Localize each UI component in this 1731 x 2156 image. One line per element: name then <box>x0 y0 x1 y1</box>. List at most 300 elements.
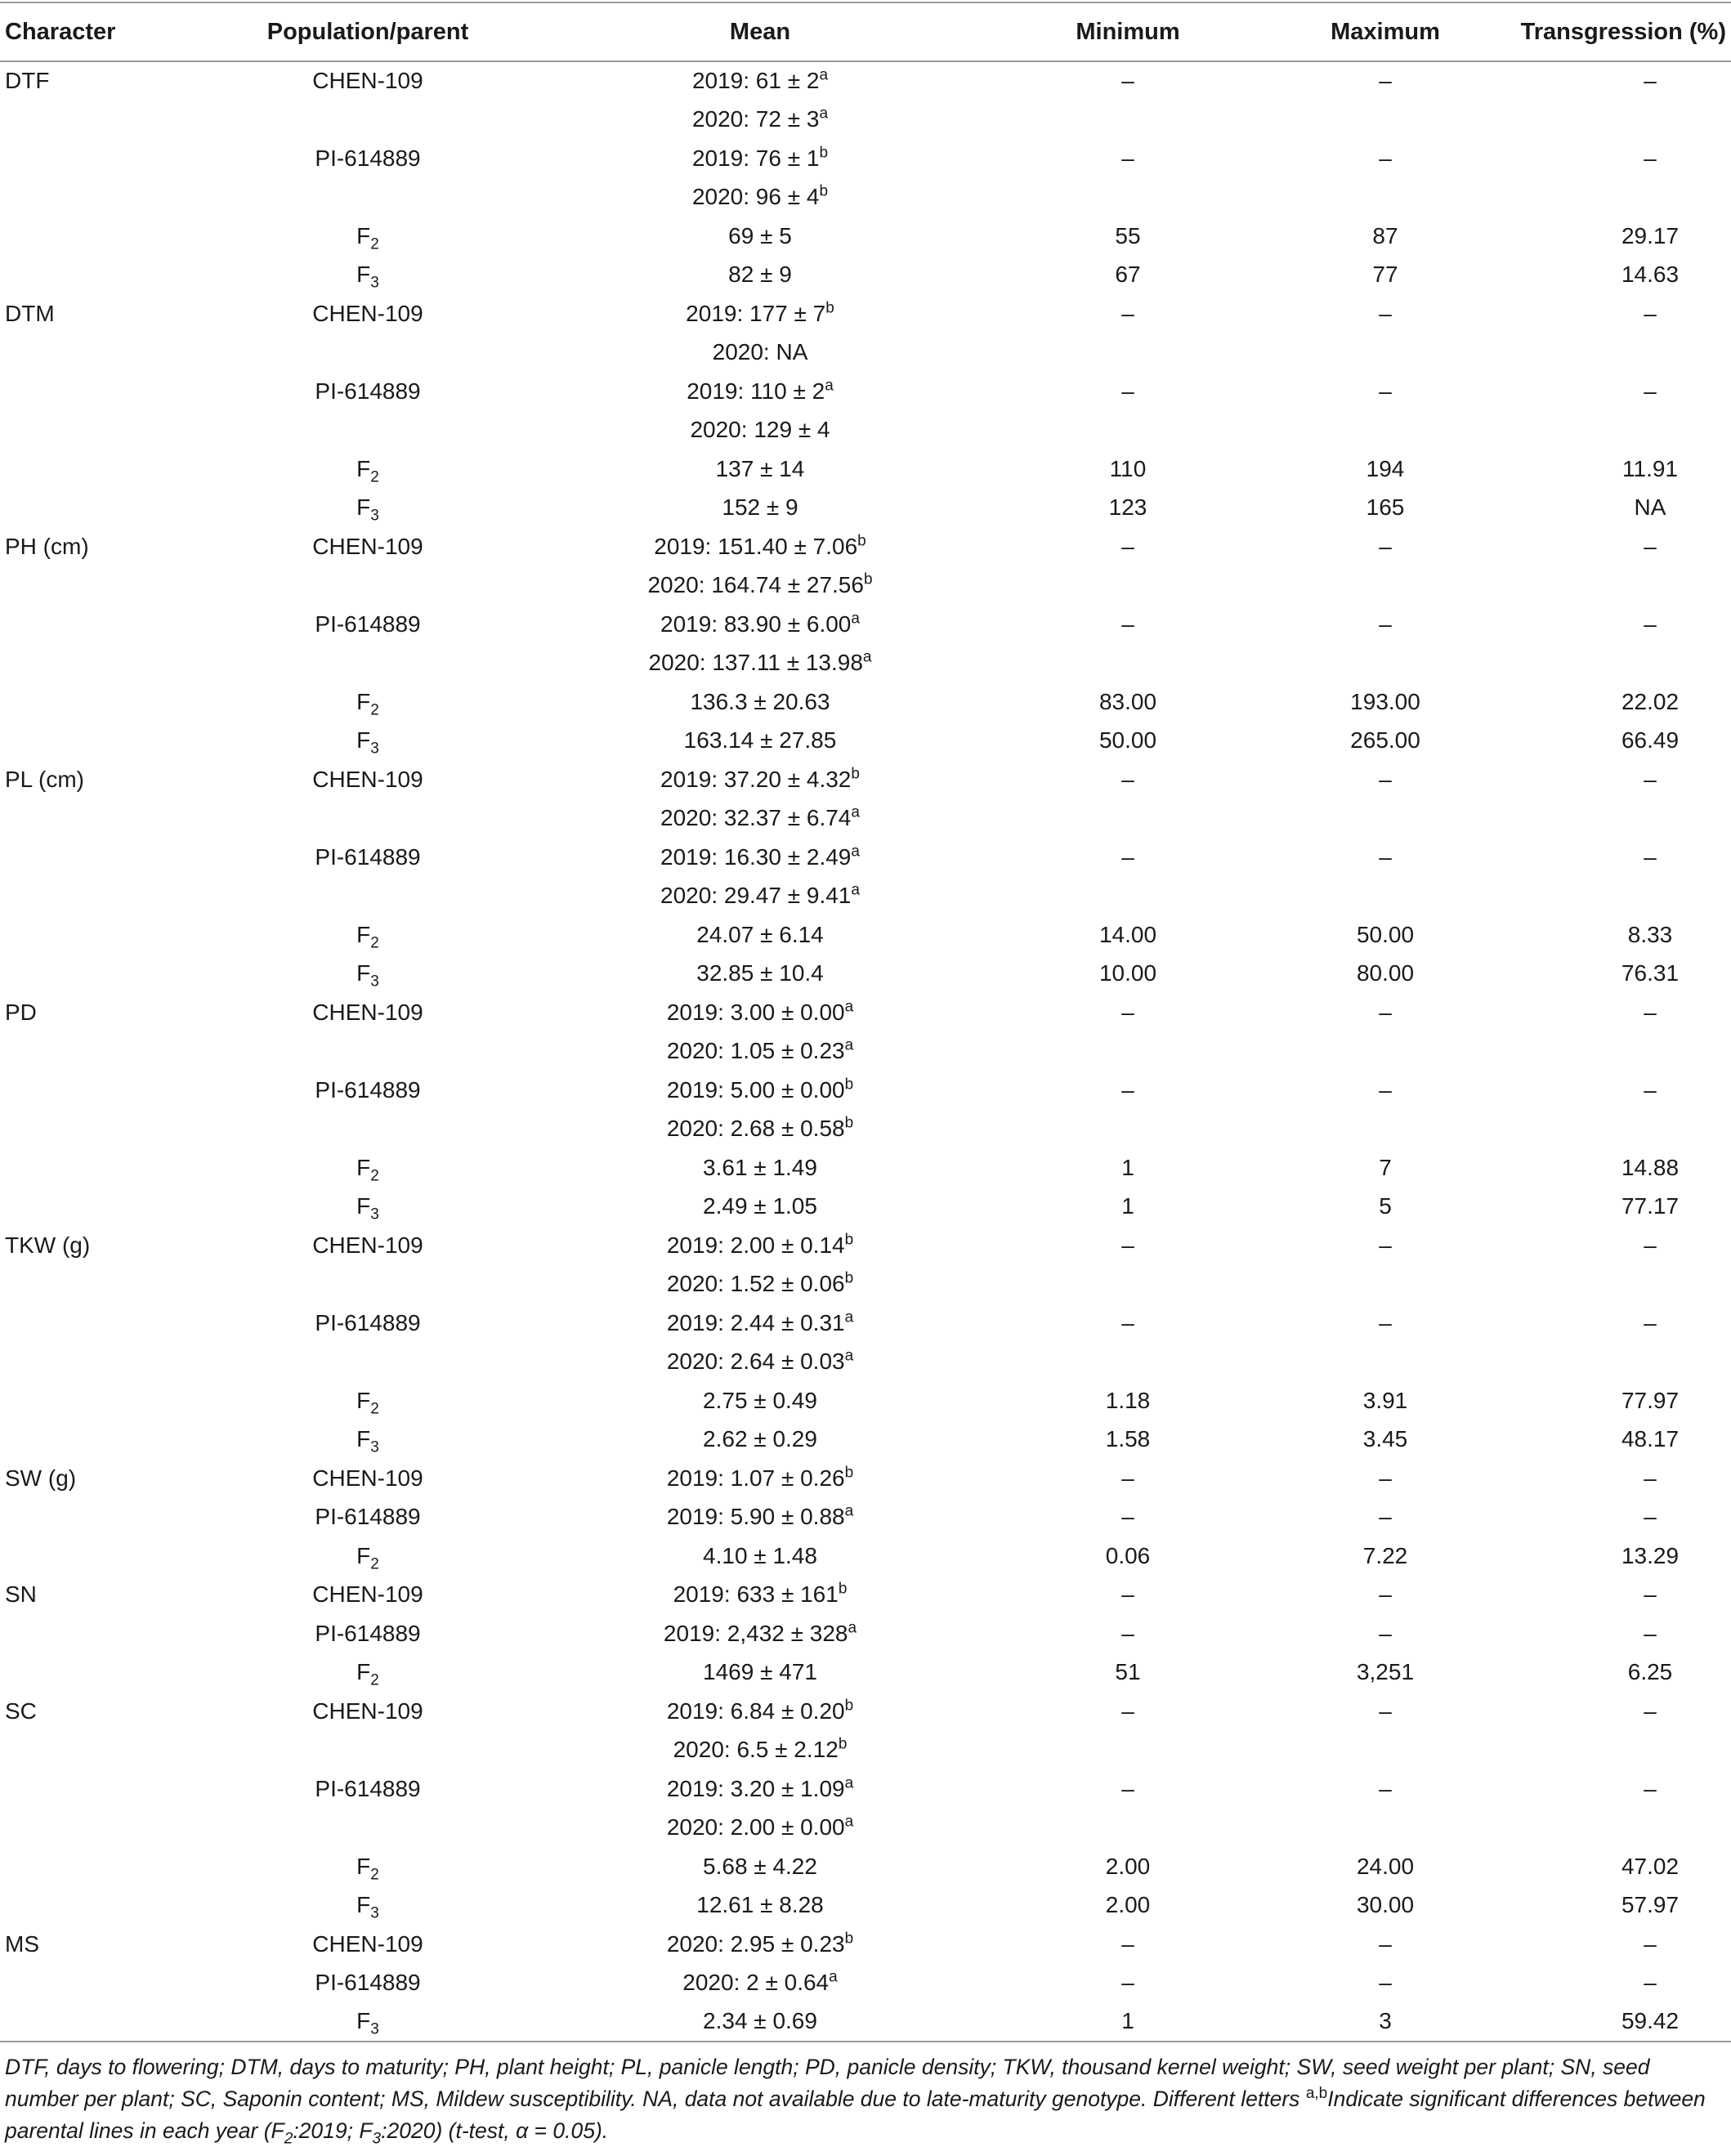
mean-cell <box>515 372 1005 411</box>
transgression-cell <box>1520 1343 1731 1382</box>
minimum-cell: 1 <box>1005 2002 1250 2042</box>
population-label: F <box>356 222 371 248</box>
population-cell <box>221 2002 515 2042</box>
maximum-cell: 3.45 <box>1362 1426 1408 1452</box>
character-cell <box>0 178 221 217</box>
population-label: F <box>356 1892 371 1918</box>
maximum-cell <box>1250 1032 1520 1071</box>
population-cell <box>221 722 515 761</box>
mean-value: 2.49 ± 1.05 <box>703 1193 817 1219</box>
population-label: F <box>356 262 371 288</box>
character-cell <box>0 799 221 839</box>
population-cell <box>221 489 515 528</box>
mean-cell <box>515 1925 1005 1964</box>
population-label: F <box>356 960 371 986</box>
minimum-cell <box>1005 1809 1250 1848</box>
maximum-cell: – <box>1379 1581 1392 1608</box>
table-row <box>0 101 1731 140</box>
table-row <box>0 1071 1731 1110</box>
maximum-cell: – <box>1379 1620 1392 1646</box>
population-label: PI-614889 <box>315 1970 421 1996</box>
transgression-cell: – <box>1644 1620 1657 1646</box>
table-row <box>0 1614 1731 1653</box>
mean-value: 2020: 1.05 ± 0.23 <box>666 1038 845 1064</box>
character-cell <box>0 217 221 256</box>
transgression-cell: – <box>1644 1076 1657 1103</box>
generation-subscript: 3 <box>370 507 379 525</box>
minimum-cell: – <box>1121 766 1134 792</box>
table-row <box>0 1925 1731 1964</box>
character-cell <box>0 605 221 644</box>
maximum-cell: 194 <box>1366 455 1405 481</box>
table-row <box>0 1576 1731 1615</box>
table-row <box>0 1188 1731 1227</box>
table-row <box>0 372 1731 411</box>
mean-value: 4.10 ± 1.48 <box>703 1542 817 1568</box>
footnote-sub-1: 2 <box>284 2130 293 2148</box>
character-cell <box>0 1304 221 1343</box>
significance-letter: a <box>825 377 834 395</box>
minimum-cell: – <box>1121 1076 1134 1103</box>
transgression-cell: 22.02 <box>1621 688 1680 714</box>
minimum-cell: – <box>1121 1775 1134 1801</box>
generation-subscript: 3 <box>370 740 379 758</box>
population-label: F <box>356 1426 371 1452</box>
character-cell: DTF <box>5 68 50 94</box>
transgression-cell: 76.31 <box>1621 960 1680 986</box>
mean-cell <box>515 1498 1005 1537</box>
maximum-cell: 165 <box>1366 494 1405 521</box>
mean-value: 2019: 83.90 ± 6.00 <box>660 611 852 637</box>
mean-value: 2020: 6.5 ± 2.12 <box>673 1737 839 1763</box>
table-row <box>0 61 1731 101</box>
population-cell <box>221 333 515 373</box>
maximum-cell: – <box>1379 1076 1392 1103</box>
minimum-cell: – <box>1121 1504 1134 1530</box>
maximum-cell: 265.00 <box>1350 727 1420 754</box>
mean-value: 2019: 633 ± 161 <box>673 1581 839 1608</box>
mean-cell <box>515 101 1005 140</box>
minimum-cell <box>1005 1343 1250 1382</box>
minimum-cell: – <box>1121 1232 1134 1258</box>
population-label: PI-614889 <box>315 1620 421 1646</box>
table-row <box>0 1459 1731 1498</box>
table-row <box>0 1731 1731 1770</box>
population-label: CHEN-109 <box>312 68 423 94</box>
mean-cell <box>515 993 1005 1032</box>
transgression-cell: 47.02 <box>1621 1853 1680 1879</box>
population-label: PI-614889 <box>315 378 421 404</box>
table-row <box>0 1769 1731 1809</box>
maximum-cell <box>1250 178 1520 217</box>
generation-subscript: 2 <box>370 468 379 486</box>
significance-letter: b <box>819 182 829 200</box>
generation-subscript: 2 <box>370 1400 379 1418</box>
maximum-cell: 80.00 <box>1356 960 1415 986</box>
population-cell <box>221 527 515 566</box>
significance-letter: b <box>844 1464 854 1482</box>
population-cell <box>221 411 515 450</box>
mean-value: 82 ± 9 <box>728 262 792 288</box>
table-row <box>0 1847 1731 1886</box>
character-cell <box>0 877 221 916</box>
generation-subscript: 3 <box>370 973 379 991</box>
minimum-cell <box>1005 877 1250 916</box>
mean-cell <box>515 1265 1005 1304</box>
population-cell <box>221 760 515 799</box>
mean-value: 2019: 16.30 ± 2.49 <box>660 843 852 870</box>
population-cell <box>221 1188 515 1227</box>
character-cell: DTM <box>5 300 55 326</box>
transgression-cell: – <box>1644 1465 1657 1491</box>
population-label: F <box>356 455 371 481</box>
minimum-cell: 51 <box>1115 1659 1141 1685</box>
table-row <box>0 2002 1731 2042</box>
table-row <box>0 722 1731 761</box>
mean-cell <box>515 256 1005 295</box>
mean-value: 2019: 76 ± 1 <box>691 145 820 171</box>
significance-letter: b <box>844 1697 854 1715</box>
maximum-cell: – <box>1379 1775 1392 1801</box>
population-label: PI-614889 <box>315 1504 421 1530</box>
population-cell <box>221 294 515 333</box>
mean-cell <box>515 294 1005 333</box>
transgression-cell: – <box>1644 145 1657 171</box>
table-row <box>0 605 1731 644</box>
mean-cell <box>515 1420 1005 1460</box>
mean-cell <box>515 1110 1005 1149</box>
mean-value: 2020: 96 ± 4 <box>691 184 820 210</box>
maximum-cell: 50.00 <box>1356 921 1415 947</box>
population-label: PI-614889 <box>315 1076 421 1103</box>
transgression-cell <box>1520 1110 1731 1149</box>
significance-letter: a <box>844 1347 854 1365</box>
mean-cell <box>515 1964 1005 2003</box>
population-cell <box>221 566 515 606</box>
character-cell <box>0 1110 221 1149</box>
minimum-cell: – <box>1121 1970 1134 1996</box>
population-cell <box>221 1381 515 1420</box>
significance-letter: b <box>844 1114 854 1132</box>
transgression-cell <box>1520 799 1731 839</box>
character-cell <box>0 333 221 373</box>
maximum-cell: 24.00 <box>1356 1853 1415 1879</box>
footnote-sub-2: 3 <box>372 2130 382 2148</box>
maximum-cell: – <box>1379 766 1392 792</box>
generation-subscript: 2 <box>370 1555 379 1573</box>
mean-cell <box>515 1459 1005 1498</box>
transgression-cell: – <box>1644 843 1657 870</box>
population-cell <box>221 1265 515 1304</box>
mean-value: 2019: 3.00 ± 0.00 <box>666 999 845 1025</box>
significance-letter: a <box>844 998 854 1016</box>
mean-cell <box>515 955 1005 994</box>
transgression-cell: 11.91 <box>1622 455 1678 481</box>
mean-cell <box>515 1692 1005 1731</box>
mean-value: 2019: 5.00 ± 0.00 <box>666 1076 845 1103</box>
significance-letter: b <box>844 1269 854 1287</box>
transgression-cell: – <box>1644 1775 1657 1801</box>
mean-cell <box>515 1769 1005 1809</box>
mean-cell <box>515 527 1005 566</box>
transgression-cell: – <box>1644 300 1657 326</box>
table-row <box>0 1304 1731 1343</box>
significance-letter: a <box>844 1502 854 1520</box>
data-table <box>0 2 1731 2042</box>
table-row <box>0 877 1731 916</box>
minimum-cell: – <box>1121 378 1134 404</box>
generation-subscript: 3 <box>370 1904 379 1922</box>
transgression-cell <box>1520 1032 1731 1071</box>
table-row <box>0 1226 1731 1265</box>
transgression-cell: – <box>1644 68 1657 94</box>
mean-value: 2020: 2.64 ± 0.03 <box>666 1349 845 1375</box>
population-label: CHEN-109 <box>312 999 423 1025</box>
character-cell <box>0 838 221 877</box>
character-cell <box>0 1381 221 1420</box>
population-cell <box>221 1536 515 1576</box>
character-cell <box>0 1964 221 2003</box>
significance-letter: a <box>819 66 829 84</box>
minimum-cell: – <box>1121 533 1134 559</box>
character-cell <box>0 566 221 606</box>
transgression-cell: – <box>1644 378 1657 404</box>
transgression-cell: – <box>1644 1970 1657 1996</box>
table-row <box>0 527 1731 566</box>
character-cell <box>0 1809 221 1848</box>
maximum-cell: – <box>1379 1465 1392 1491</box>
population-label: CHEN-109 <box>312 1465 423 1491</box>
maximum-cell: 5 <box>1379 1193 1392 1219</box>
significance-letter: a <box>844 1774 854 1792</box>
mean-cell <box>515 877 1005 916</box>
mean-value: 2020: 2.00 ± 0.00 <box>666 1814 845 1841</box>
significance-letter: a <box>851 803 860 821</box>
population-label: CHEN-109 <box>312 1930 423 1957</box>
population-cell <box>221 450 515 489</box>
maximum-cell: 77 <box>1372 262 1398 288</box>
maximum-cell <box>1250 333 1520 373</box>
transgression-cell: – <box>1644 611 1657 637</box>
maximum-cell: – <box>1379 533 1392 559</box>
mean-value: 32.85 ± 10.4 <box>696 960 824 986</box>
mean-value: 152 ± 9 <box>722 494 798 521</box>
minimum-cell: – <box>1121 999 1134 1025</box>
header-maximum: Maximum <box>1250 2 1520 61</box>
minimum-cell: – <box>1121 843 1134 870</box>
transgression-cell <box>1520 178 1731 217</box>
significance-letter: b <box>819 144 829 162</box>
mean-cell <box>515 722 1005 761</box>
significance-letter: b <box>863 570 873 588</box>
character-cell <box>0 1188 221 1227</box>
table-row <box>0 1343 1731 1382</box>
population-label: F <box>356 1387 371 1413</box>
population-label: PI-614889 <box>315 611 421 637</box>
transgression-cell: 13.29 <box>1621 1542 1680 1568</box>
minimum-cell: 2.00 <box>1105 1892 1151 1918</box>
minimum-cell <box>1005 566 1250 606</box>
character-cell <box>0 101 221 140</box>
mean-cell <box>515 1343 1005 1382</box>
population-label: F <box>356 1542 371 1568</box>
significance-letter: a <box>851 843 860 861</box>
maximum-cell: – <box>1379 145 1392 171</box>
table-row <box>0 489 1731 528</box>
table-row <box>0 799 1731 839</box>
transgression-cell: – <box>1644 533 1657 559</box>
character-cell <box>0 2002 221 2042</box>
mean-cell <box>515 1731 1005 1770</box>
significance-letter: b <box>844 1076 854 1094</box>
mean-cell <box>515 1614 1005 1653</box>
transgression-cell <box>1520 1265 1731 1304</box>
generation-subscript: 2 <box>370 934 379 952</box>
population-cell <box>221 644 515 683</box>
table-row <box>0 1032 1731 1071</box>
character-cell <box>0 1847 221 1886</box>
population-cell <box>221 1925 515 1964</box>
mean-value: 2019: 2,432 ± 328 <box>663 1620 848 1646</box>
transgression-cell: – <box>1644 1504 1657 1530</box>
maximum-cell: 193.00 <box>1350 688 1420 714</box>
population-cell <box>221 605 515 644</box>
population-cell <box>221 1731 515 1770</box>
population-label: F <box>356 1853 371 1879</box>
character-cell: SC <box>5 1698 37 1724</box>
mean-value: 2020: 164.74 ± 27.56 <box>647 572 864 598</box>
header-population: Population/parent <box>221 2 515 61</box>
mean-value: 2020: 129 ± 4 <box>690 417 830 443</box>
mean-value: 2.75 ± 0.49 <box>703 1387 817 1413</box>
population-label: CHEN-109 <box>312 766 423 792</box>
character-cell: SW (g) <box>5 1465 77 1491</box>
footnote-sup: a,b <box>1305 2085 1328 2103</box>
mean-value: 2019: 3.20 ± 1.09 <box>666 1775 845 1801</box>
minimum-cell <box>1005 1731 1250 1770</box>
character-cell <box>0 682 221 722</box>
minimum-cell: 0.06 <box>1105 1542 1151 1568</box>
maximum-cell: 7 <box>1379 1154 1392 1180</box>
header-row <box>0 2 1731 61</box>
mean-value: 3.61 ± 1.49 <box>703 1154 817 1180</box>
mean-value: 2019: 151.40 ± 7.06 <box>654 533 858 559</box>
maximum-cell: 87 <box>1372 222 1398 248</box>
population-cell <box>221 1343 515 1382</box>
mean-value: 2019: 61 ± 2 <box>691 68 820 94</box>
table-row <box>0 838 1731 877</box>
population-label: F <box>356 688 371 714</box>
transgression-cell <box>1520 644 1731 683</box>
population-label: PI-614889 <box>315 843 421 870</box>
maximum-cell <box>1250 1731 1520 1770</box>
table-row <box>0 178 1731 217</box>
population-cell <box>221 1148 515 1188</box>
table-row <box>0 1148 1731 1188</box>
population-cell <box>221 139 515 178</box>
population-cell <box>221 1847 515 1886</box>
mean-value: 163.14 ± 27.85 <box>683 727 837 754</box>
population-cell <box>221 61 515 101</box>
table-row <box>0 1809 1731 1848</box>
maximum-cell: – <box>1379 999 1392 1025</box>
maximum-cell: – <box>1379 378 1392 404</box>
header-mean: Mean <box>515 2 1005 61</box>
mean-cell <box>515 1536 1005 1576</box>
table-row <box>0 915 1731 955</box>
character-cell <box>0 1071 221 1110</box>
character-cell: PH (cm) <box>5 533 89 559</box>
population-cell <box>221 1304 515 1343</box>
mean-cell <box>515 1188 1005 1227</box>
mean-value: 24.07 ± 6.14 <box>696 921 824 947</box>
population-cell <box>221 1809 515 1848</box>
population-cell <box>221 1110 515 1149</box>
mean-cell <box>515 178 1005 217</box>
transgression-cell <box>1520 566 1731 606</box>
transgression-cell: 66.49 <box>1621 727 1680 754</box>
mean-cell <box>515 799 1005 839</box>
mean-cell <box>515 450 1005 489</box>
mean-cell <box>515 605 1005 644</box>
minimum-cell <box>1005 411 1250 450</box>
character-cell <box>0 1343 221 1382</box>
maximum-cell <box>1250 101 1520 140</box>
mean-cell <box>515 139 1005 178</box>
maximum-cell: – <box>1379 300 1392 326</box>
minimum-cell <box>1005 644 1250 683</box>
character-cell <box>0 139 221 178</box>
population-cell <box>221 838 515 877</box>
minimum-cell: 10.00 <box>1098 960 1157 986</box>
mean-value: 137 ± 14 <box>715 455 805 481</box>
population-cell <box>221 1071 515 1110</box>
mean-value: 2020: 72 ± 3 <box>691 106 820 132</box>
significance-letter: b <box>857 532 866 550</box>
minimum-cell: 83.00 <box>1098 688 1157 714</box>
population-cell <box>221 1420 515 1460</box>
table-row <box>0 760 1731 799</box>
minimum-cell: – <box>1121 1698 1134 1724</box>
transgression-cell: 6.25 <box>1627 1659 1673 1685</box>
character-cell <box>0 1148 221 1188</box>
maximum-cell <box>1250 411 1520 450</box>
maximum-cell: 7.22 <box>1362 1542 1408 1568</box>
mean-value: 136.3 ± 20.63 <box>690 688 830 714</box>
table-row <box>0 411 1731 450</box>
character-cell <box>0 411 221 450</box>
minimum-cell: – <box>1121 1581 1134 1608</box>
significance-letter: b <box>838 1580 848 1598</box>
transgression-cell: 57.97 <box>1621 1892 1680 1918</box>
mean-cell <box>515 1148 1005 1188</box>
mean-value: 5.68 ± 4.22 <box>703 1853 817 1879</box>
generation-subscript: 2 <box>370 701 379 719</box>
mean-cell <box>515 915 1005 955</box>
table-row <box>0 1265 1731 1304</box>
population-cell <box>221 256 515 295</box>
table-row <box>0 217 1731 256</box>
maximum-cell <box>1250 1265 1520 1304</box>
generation-subscript: 3 <box>370 274 379 292</box>
mean-value: 2019: 37.20 ± 4.32 <box>660 766 852 792</box>
table-row <box>0 1886 1731 1926</box>
transgression-cell: – <box>1644 1581 1657 1608</box>
transgression-cell <box>1520 333 1731 373</box>
transgression-cell: 59.42 <box>1520 2002 1731 2042</box>
mean-cell <box>515 644 1005 683</box>
minimum-cell: – <box>1121 1930 1134 1957</box>
